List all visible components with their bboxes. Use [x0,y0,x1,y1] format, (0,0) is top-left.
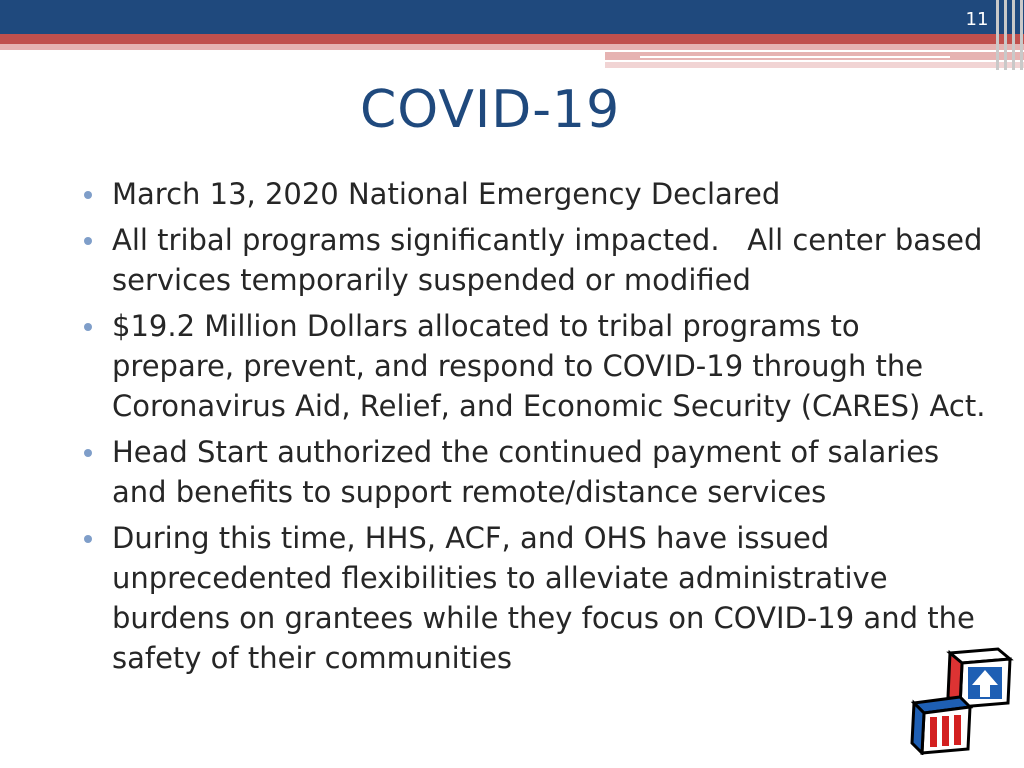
bullet-dot-icon [84,535,92,543]
header-vertical-bars [992,0,1024,70]
stripe-block-icon [912,697,970,753]
header-pink-stripe [0,44,1024,50]
bullet-text: $19.2 Million Dollars allocated to tribal programs to prepare, prevent, and respond to COVID-19 through the Coronavirus Aid, Relief, and Economic Security (CARES) Act. [112,309,986,423]
bullet-dot-icon [84,449,92,457]
bullet-dot-icon [84,237,92,245]
bullet-item [84,432,989,512]
header-light-stripe-right [605,62,1024,68]
page-number: 11 [965,9,989,30]
slide-title: COVID-19 [360,80,621,140]
bullet-dot-icon [84,323,92,331]
header-red-stripe [0,34,1024,44]
bullet-text: All tribal programs significantly impacted. All center based services temporarily suspended or modified [112,223,992,297]
bullet-item [84,174,989,214]
bullet-text: March 13, 2020 National Emergency Declared [112,177,781,211]
head-start-blocks-logo [910,645,1015,755]
bullet-item [84,220,992,300]
bullet-item [84,306,989,426]
bullet-dot-icon [84,191,92,199]
bullet-text: During this time, HHS, ACF, and OHS have issued unprecedented flexibilities to alleviate administrative burdens on grantees while they focus on COVID-19 and the safety of their communities [112,521,975,675]
header-band [0,0,1024,34]
bullet-list [84,174,992,684]
bullet-text: Head Start authorized the continued payment of salaries and benefits to support remote/distance services [112,435,940,509]
bullet-item [84,518,989,678]
header-white-line [640,56,950,58]
